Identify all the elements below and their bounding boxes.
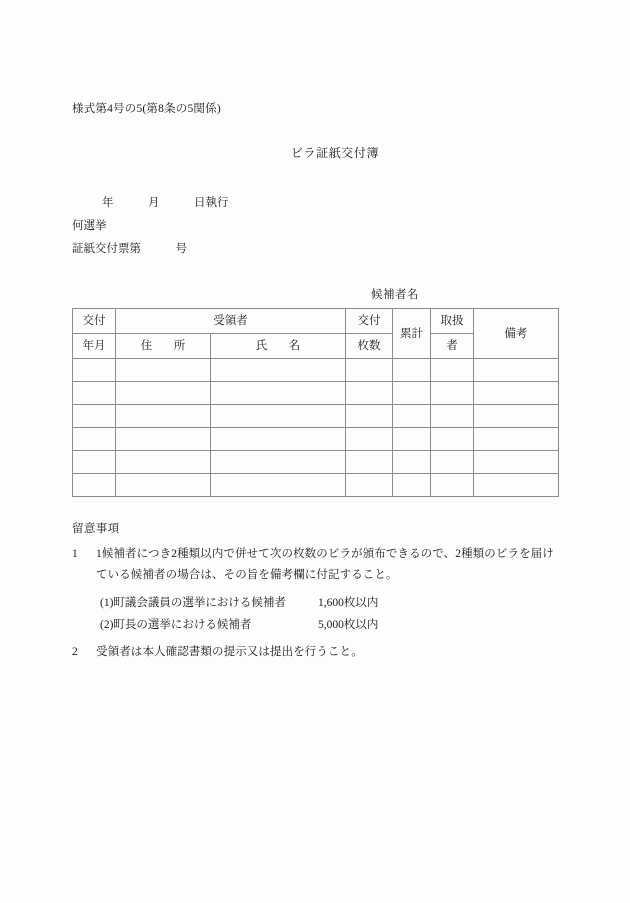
cell-issue-date[interactable] (73, 382, 116, 405)
cell-cumulative-total[interactable] (393, 428, 431, 451)
meta-line-certificate-number: 証紙交付票第 号 (72, 243, 187, 255)
cell-name[interactable] (211, 382, 346, 405)
form-number: 様式第4号の5(第8条の5関係) (72, 103, 221, 115)
cell-name[interactable] (211, 428, 346, 451)
cell-address[interactable] (116, 359, 211, 382)
cell-issue-date[interactable] (73, 428, 116, 451)
cell-remark[interactable] (474, 474, 559, 497)
table-row[interactable] (73, 405, 559, 428)
header-address (116, 334, 211, 359)
cell-name[interactable] (211, 474, 346, 497)
table-header (73, 309, 559, 359)
header-issue-date-bottom: 年月 (73, 334, 116, 359)
cell-remark[interactable] (474, 405, 559, 428)
cell-cumulative-total[interactable] (393, 382, 431, 405)
cell-cumulative-total[interactable] (393, 359, 431, 382)
cell-issue-count[interactable] (346, 359, 393, 382)
ledger-table-container (72, 308, 558, 497)
cell-name[interactable] (211, 359, 346, 382)
header-remarks: 備考 (474, 309, 559, 359)
header-handler-bottom: 者 (431, 334, 474, 359)
header-address-label: 住 所 (140, 340, 191, 352)
header-name-label: 氏 名 (255, 340, 306, 352)
cell-remark[interactable] (474, 428, 559, 451)
header-issue-count-top: 交付 (346, 309, 393, 334)
cell-address[interactable] (116, 451, 211, 474)
table-row[interactable] (73, 451, 559, 474)
notes-title: 留意事項 (72, 523, 120, 535)
note-sub-list (72, 592, 562, 636)
cell-remark[interactable] (474, 451, 559, 474)
cell-issue-date[interactable] (73, 451, 116, 474)
cell-handler[interactable] (431, 359, 474, 382)
cell-issue-date[interactable] (73, 474, 116, 497)
cell-name[interactable] (211, 405, 346, 428)
cell-issue-date[interactable] (73, 359, 116, 382)
header-issue-date-top: 交付 (73, 309, 116, 334)
cell-name[interactable] (211, 451, 346, 474)
header-receiver: 受領者 (116, 309, 346, 334)
cell-address[interactable] (116, 382, 211, 405)
header-row-top (73, 309, 559, 334)
cell-address[interactable] (116, 428, 211, 451)
header-handler-top: 取扱 (431, 309, 474, 334)
cell-handler[interactable] (431, 451, 474, 474)
cell-issue-count[interactable] (346, 405, 393, 428)
note-item-2 (72, 642, 562, 663)
table-body (73, 359, 559, 497)
note-item-1 (72, 544, 562, 586)
note-sub-value: 5,000枚以内 (318, 619, 379, 631)
cell-address[interactable] (116, 474, 211, 497)
note-sub-value: 1,600枚以内 (318, 597, 379, 609)
header-issue-count-bottom: 枚数 (346, 334, 393, 359)
note-sub-label: (1)町議会議員の選挙における候補者 (100, 597, 286, 609)
note-number: 1 (72, 548, 78, 560)
cell-cumulative-total[interactable] (393, 474, 431, 497)
cell-address[interactable] (116, 405, 211, 428)
cell-issue-count[interactable] (346, 474, 393, 497)
cell-cumulative-total[interactable] (393, 451, 431, 474)
note-sub-label: (2)町長の選挙における候補者 (100, 619, 252, 631)
cell-handler[interactable] (431, 474, 474, 497)
cell-issue-count[interactable] (346, 451, 393, 474)
note-text: 1候補者につき2種類以内で併せて次の枚数のビラが頒布できるので、2種類のビラを届けている候補者の場合は、その旨を備考欄に付記すること。 (96, 548, 554, 581)
header-name (211, 334, 346, 359)
cell-cumulative-total[interactable] (393, 405, 431, 428)
cell-remark[interactable] (474, 359, 559, 382)
note-sub-item-2 (100, 614, 562, 636)
cell-remark[interactable] (474, 382, 559, 405)
cell-handler[interactable] (431, 382, 474, 405)
note-text: 受領者は本人確認書類の提示又は提出を行うこと。 (96, 646, 363, 658)
table-row[interactable] (73, 382, 559, 405)
table-row[interactable] (73, 474, 559, 497)
cell-issue-count[interactable] (346, 428, 393, 451)
cell-issue-count[interactable] (346, 382, 393, 405)
note-sub-item-1 (100, 592, 562, 614)
candidate-name-label: 候補者名 (371, 289, 419, 301)
table-row[interactable] (73, 359, 559, 382)
cell-issue-date[interactable] (73, 405, 116, 428)
ledger-table (72, 308, 559, 497)
notes-section (72, 520, 562, 669)
meta-line-execution-date: 年 月 日執行 (102, 197, 229, 209)
table-row[interactable] (73, 428, 559, 451)
document-meta (72, 192, 229, 261)
cell-handler[interactable] (431, 428, 474, 451)
header-cumulative-total: 累計 (393, 309, 431, 359)
note-number: 2 (72, 646, 78, 658)
cell-handler[interactable] (431, 405, 474, 428)
page-title: ビラ証紙交付簿 (290, 146, 380, 160)
meta-line-election-name: 何選挙 (72, 220, 107, 232)
